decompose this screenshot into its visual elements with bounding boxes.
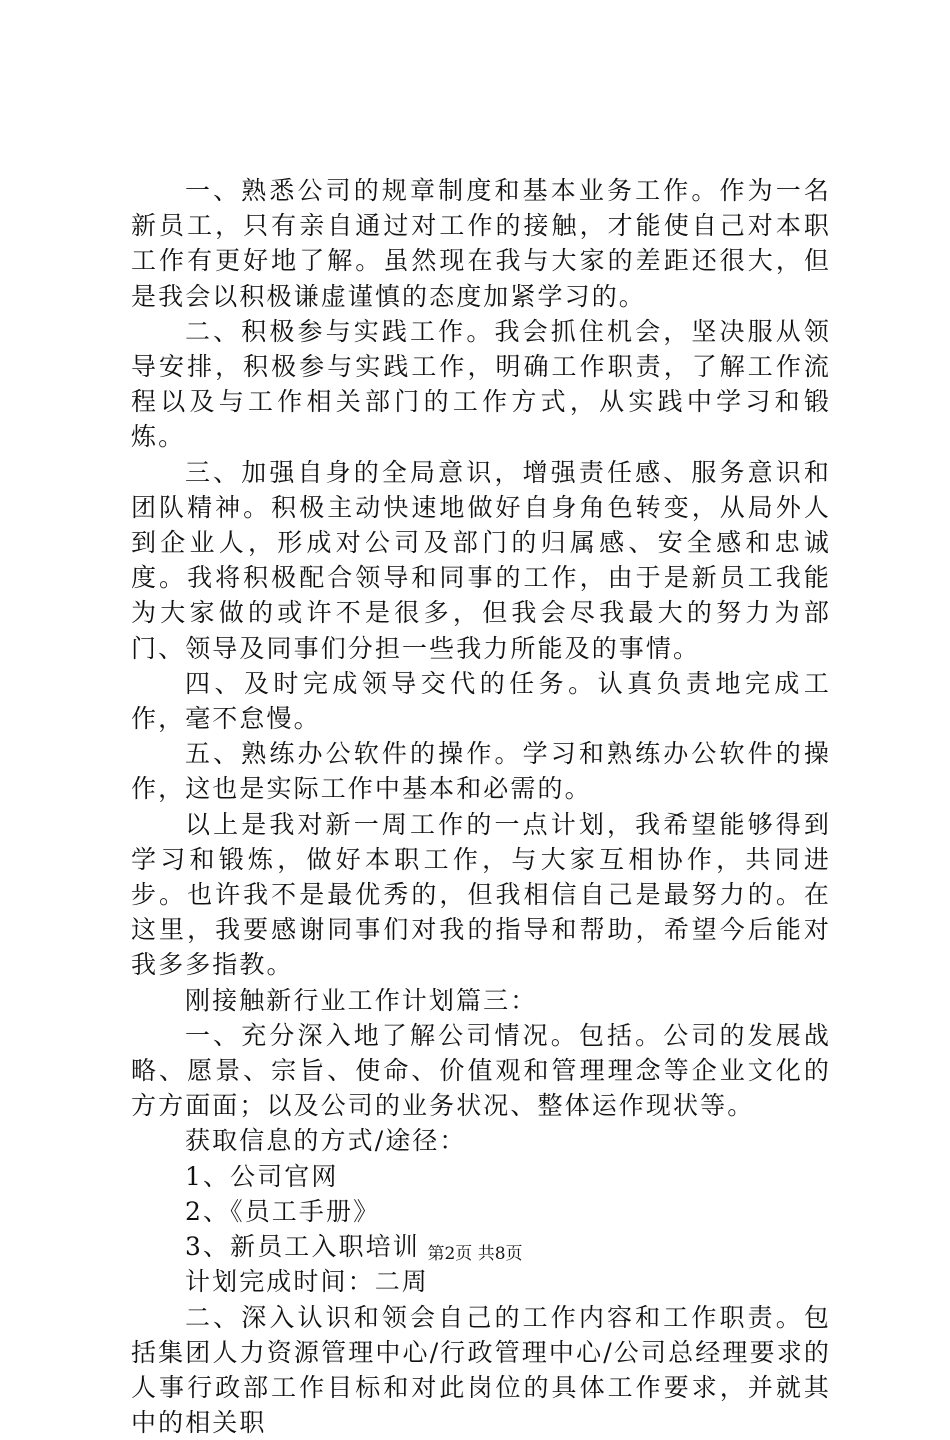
paragraph-6: 以上是我对新一周工作的一点计划，我希望能够得到学习和锻炼，做好本职工作，与大家互相协作，共同进步。也许我不是最优秀的，但我相信自己是最努力的。在这里，我要感谢同事们对我的指导和帮助，希望今后能对我多多指教。 [131, 807, 831, 983]
section-heading: 刚接触新行业工作计划篇三： [131, 983, 831, 1018]
paragraph-5: 五、熟练办公软件的操作。学习和熟练办公软件的操作，这也是实际工作中基本和必需的。 [131, 736, 831, 806]
list-item-2: 2、《员工手册》 [131, 1194, 831, 1229]
paragraph-2: 二、积极参与实践工作。我会抓住机会，坚决服从领导安排，积极参与实践工作，明确工作职责，了解工作流程以及与工作相关部门的工作方式，从实践中学习和锻炼。 [131, 314, 831, 455]
paragraph-13: 计划完成时间：二周 [131, 1264, 831, 1299]
paragraph-1: 一、熟悉公司的规章制度和基本业务工作。作为一名新员工，只有亲自通过对工作的接触，才能使自己对本职工作有更好地了解。虽然现在我与大家的差距还很大，但是我会以积极谦虚谨慎的态度加紧学习的。 [131, 173, 831, 314]
paragraph-8: 一、充分深入地了解公司情况。包括。公司的发展战略、愿景、宗旨、使命、价值观和管理理念等企业文化的方方面面；以及公司的业务状况、整体运作现状等。 [131, 1018, 831, 1124]
paragraph-14: 二、深入认识和领会自己的工作内容和工作职责。包括集团人力资源管理中心/行政管理中心/公司总经理要求的人事行政部工作目标和对此岗位的具体工作要求，并就其中的相关职 [131, 1300, 831, 1440]
page-number-footer: 第2页 共8页 [0, 1243, 950, 1265]
paragraph-4: 四、及时完成领导交代的任务。认真负责地完成工作，毫不怠慢。 [131, 666, 831, 736]
list-item-1: 1、公司官网 [131, 1159, 831, 1194]
paragraph-3: 三、加强自身的全局意识，增强责任感、服务意识和团队精神。积极主动快速地做好自身角色转变，从局外人到企业人，形成对公司及部门的归属感、安全感和忠诚度。我将积极配合领导和同事的工作，由于是新员工我能为大家做的或许不是很多，但我会尽我最大的努力为部门、领导及同事们分担一些我力所能及的事情。 [131, 455, 831, 666]
paragraph-9: 获取信息的方式/途径： [131, 1123, 831, 1158]
list-item-3: 3、新员工入职培训 [131, 1229, 831, 1264]
